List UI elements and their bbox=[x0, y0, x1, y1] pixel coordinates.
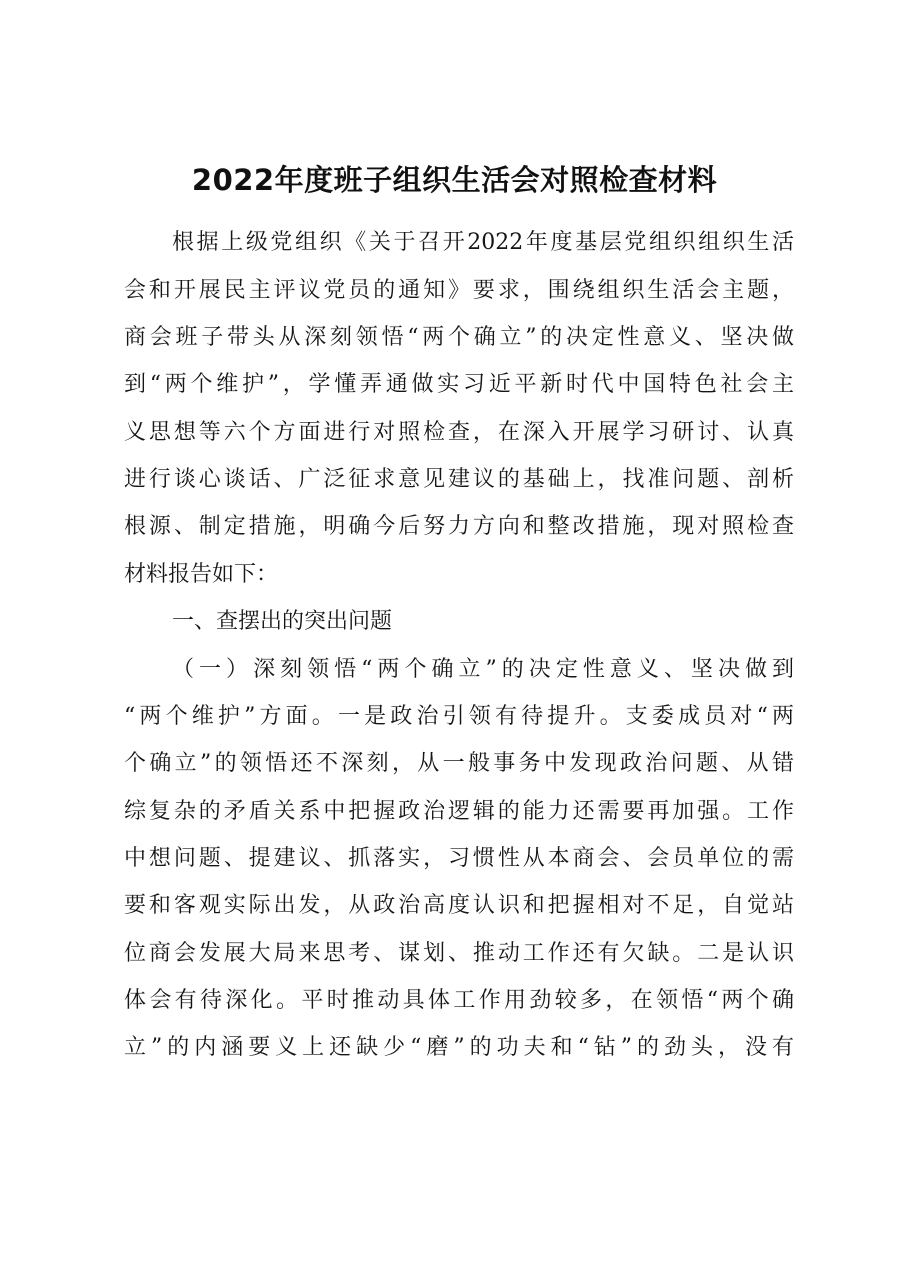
paragraph-line: “两个维护”方面。一是政治引领有待提升。支委成员对“两 bbox=[124, 704, 794, 729]
paragraph-line: 个确立”的领悟还不深刻，从一般事务中发现政治问题、从错 bbox=[124, 751, 794, 776]
paragraph-line: 要和客观实际出发，从政治高度认识和把握相对不足，自觉站 bbox=[124, 893, 794, 918]
paragraph-line: 中想问题、提建议、抓落实，习惯性从本商会、会员单位的需 bbox=[124, 846, 794, 871]
document-title: 2022年度班子组织生活会对照检查材料 bbox=[191, 163, 718, 197]
paragraph-line: 材料报告如下： bbox=[124, 562, 279, 587]
paragraph-line: 位商会发展大局来思考、谋划、推动工作还有欠缺。二是认识 bbox=[124, 941, 794, 966]
paragraph-line: 根源、制定措施，明确今后努力方向和整改措施，现对照检查 bbox=[124, 514, 794, 539]
paragraph-line: 进行谈心谈话、广泛征求意见建议的基础上，找准问题、剖析 bbox=[124, 467, 794, 492]
paragraph-line: 立”的内涵要义上还缺少“磨”的功夫和“钻”的劲头，没有 bbox=[124, 1035, 794, 1060]
paragraph-line: 会和开展民主评议党员的通知》要求，围绕组织生活会主题， bbox=[124, 278, 794, 303]
paragraph-line: 商会班子带头从深刻领悟“两个确立”的决定性意义、坚决做 bbox=[124, 325, 794, 350]
paragraph-line: 综复杂的矛盾关系中把握政治逻辑的能力还需要再加强。工作 bbox=[124, 799, 794, 824]
paragraph-line: 义思想等六个方面进行对照检查，在深入开展学习研讨、认真 bbox=[124, 420, 794, 445]
paragraph-line: （一）深刻领悟“两个确立”的决定性意义、坚决做到 bbox=[172, 657, 794, 682]
paragraph-line: 根据上级党组织《关于召开2022年度基层党组织组织生活 bbox=[172, 230, 794, 255]
paragraph-line: 体会有待深化。平时推动具体工作用劲较多，在领悟“两个确 bbox=[124, 988, 794, 1013]
paragraph-line: 到“两个维护”，学懂弄通做实习近平新时代中国特色社会主 bbox=[124, 372, 794, 397]
section-heading: 一、查摆出的突出问题 bbox=[172, 609, 393, 634]
